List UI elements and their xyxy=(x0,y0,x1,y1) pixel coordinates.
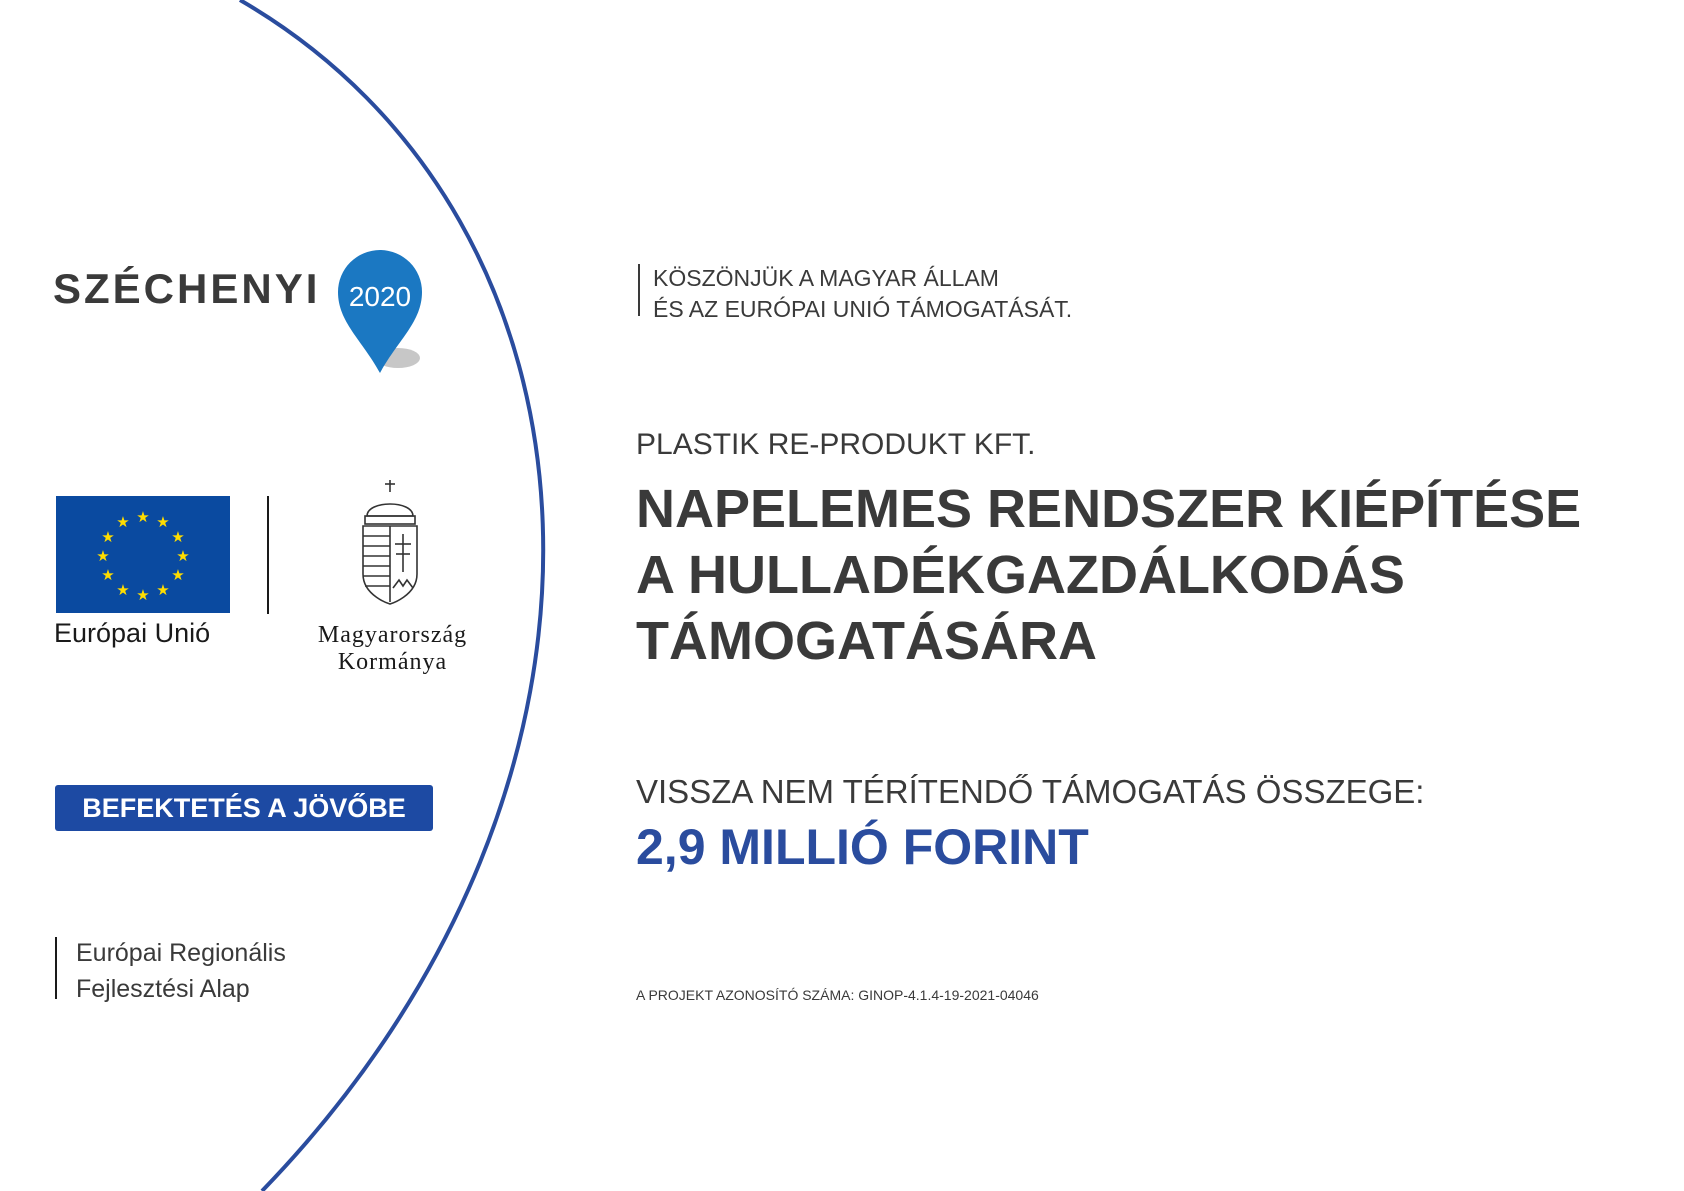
government-label xyxy=(285,622,500,676)
thanks-line-2: ÉS AZ EURÓPAI UNIÓ TÁMOGATÁSÁT. xyxy=(653,296,1073,322)
project-title-line-3: TÁMOGATÁSÁRA xyxy=(636,611,1097,671)
svg-text:★: ★ xyxy=(96,547,110,565)
eu-flag-icon xyxy=(56,496,230,613)
company-name: PLASTIK RE-PRODUKT KFT. xyxy=(636,428,1036,461)
project-title-line-2: A HULLADÉKGAZDÁLKODÁS xyxy=(636,545,1405,605)
svg-text:★: ★ xyxy=(176,547,190,565)
szechenyi-pin-icon xyxy=(332,240,442,380)
eu-label: Európai Unió xyxy=(54,618,211,648)
svg-text:★: ★ xyxy=(136,508,150,526)
svg-text:★: ★ xyxy=(156,581,170,599)
fund-line-1: Európai Regionális xyxy=(76,939,286,967)
thanks-divider xyxy=(638,264,640,316)
logo-divider xyxy=(267,496,269,614)
fund-divider xyxy=(55,937,57,999)
svg-text:★: ★ xyxy=(116,513,130,531)
project-title-line-1: NAPELEMES RENDSZER KIÉPÍTÉSE xyxy=(636,479,1582,539)
svg-text:★: ★ xyxy=(171,566,185,584)
svg-text:★: ★ xyxy=(136,586,150,604)
fund-label xyxy=(76,935,286,1007)
project-id: A PROJEKT AZONOSÍTÓ SZÁMA: GINOP-4.1.4-19-2021-04046 xyxy=(636,987,1039,1003)
thanks-text xyxy=(653,263,1072,325)
svg-text:★: ★ xyxy=(101,566,115,584)
szechenyi-logo-text: SZÉCHENYI xyxy=(53,265,321,312)
thanks-line-1: KÖSZÖNJÜK A MAGYAR ÁLLAM xyxy=(653,265,999,291)
szechenyi-year: 2020 xyxy=(348,281,412,312)
invest-badge: BEFEKTETÉS A JÖVŐBE xyxy=(55,785,433,831)
svg-text:★: ★ xyxy=(101,528,115,546)
grant-label: VISSZA NEM TÉRÍTENDŐ TÁMOGATÁS ÖSSZEGE: xyxy=(636,773,1425,810)
grant-amount: 2,9 MILLIÓ FORINT xyxy=(636,819,1089,875)
government-line-1: Magyarország xyxy=(317,622,468,648)
project-title xyxy=(636,476,1581,674)
svg-text:★: ★ xyxy=(171,528,185,546)
government-line-2: Kormánya xyxy=(337,649,448,675)
fund-line-2: Fejlesztési Alap xyxy=(76,975,250,1003)
svg-text:★: ★ xyxy=(116,581,130,599)
svg-text:★: ★ xyxy=(156,513,170,531)
coat-of-arms-icon xyxy=(355,478,425,614)
